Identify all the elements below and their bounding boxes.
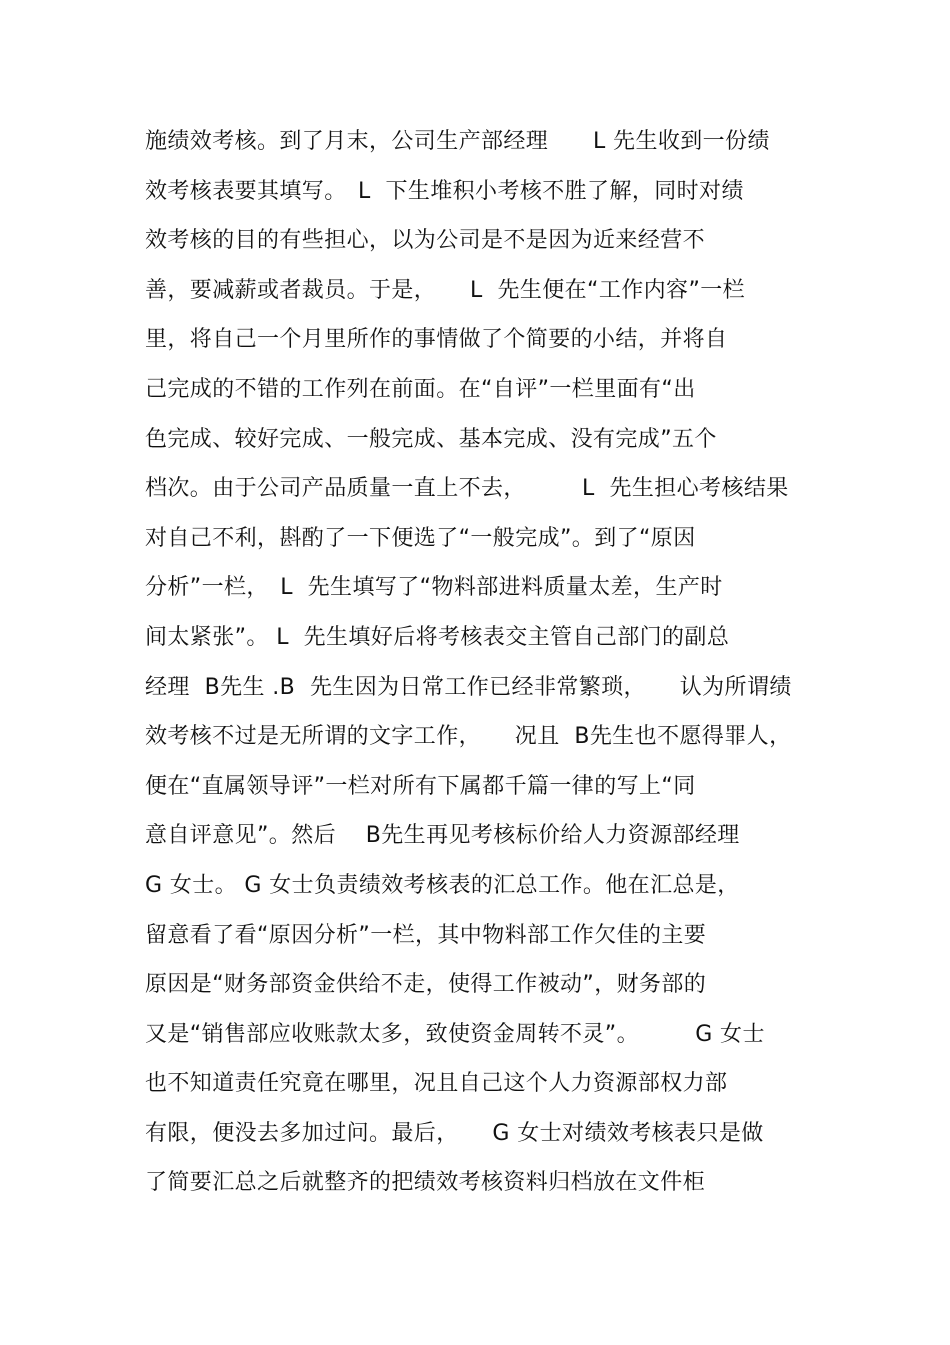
text-line: 也不知道责任究竟在哪里，况且自己这个人力资源部权力部	[145, 1071, 728, 1097]
text-line: 对自己不利，斟酌了一下便选了“一般完成”。到了“原因	[145, 525, 696, 551]
text-line: 里，将自己一个月里所作的事情做了个简要的小结，并将自	[145, 327, 728, 353]
text-line: 档次。由于公司产品质量一直上不去， L 先生担心考核结果	[145, 476, 789, 502]
text-line: 色完成、较好完成、一般完成、基本完成、没有完成”五个	[145, 426, 717, 452]
text-line: 有限，便没去多加过问。最后， G 女士对绩效考核表只是做	[145, 1120, 764, 1146]
text-line: 效考核表要其填写。 L 下生堆积小考核不胜了解，同时对绩	[145, 178, 744, 204]
text-line: 经理 B先生 .B 先生因为日常工作已经非常繁琐， 认为所谓绩	[145, 674, 792, 700]
text-line: 了简要汇总之后就整齐的把绩效考核资料归档放在文件柜	[145, 1170, 706, 1196]
text-line: 效考核的目的有些担心，以为公司是不是因为近来经营不	[145, 228, 706, 254]
text-line: 又是“销售部应收账款太多，致使资金周转不灵”。 G 女士	[145, 1021, 765, 1047]
text-line: 分析”一栏， L 先生填写了“物料部进料质量太差，生产时	[145, 575, 723, 601]
text-line: 间太紧张”。 L 先生填好后将考核表交主管自己部门的副总	[145, 624, 730, 650]
text-line: 己完成的不错的工作列在前面。在“自评”一栏里面有“出	[145, 376, 696, 402]
text-line: G 女士。 G 女士负责绩效考核表的汇总工作。他在汇总是，	[145, 872, 740, 898]
text-line: 意自评意见”。然后 B先生再见考核标价给人力资源部经理	[145, 823, 740, 849]
text-line: 便在“直属领导评”一栏对所有下属都千篇一律的写上“同	[145, 773, 696, 799]
text-line: 善，要减薪或者裁员。于是， L 先生便在“工作内容”一栏	[145, 277, 746, 303]
body-text	[145, 117, 825, 1208]
text-line: 留意看了看“原因分析”一栏，其中物料部工作欠佳的主要	[145, 922, 707, 948]
text-line: 效考核不过是无所谓的文字工作， 况且 B先生也不愿得罪人，	[145, 724, 792, 750]
text-line: 施绩效考核。到了月末，公司生产部经理 L 先生收到一份绩	[145, 129, 770, 154]
text-line: 原因是“财务部资金供给不走，使得工作被动”，财务部的	[145, 972, 707, 998]
